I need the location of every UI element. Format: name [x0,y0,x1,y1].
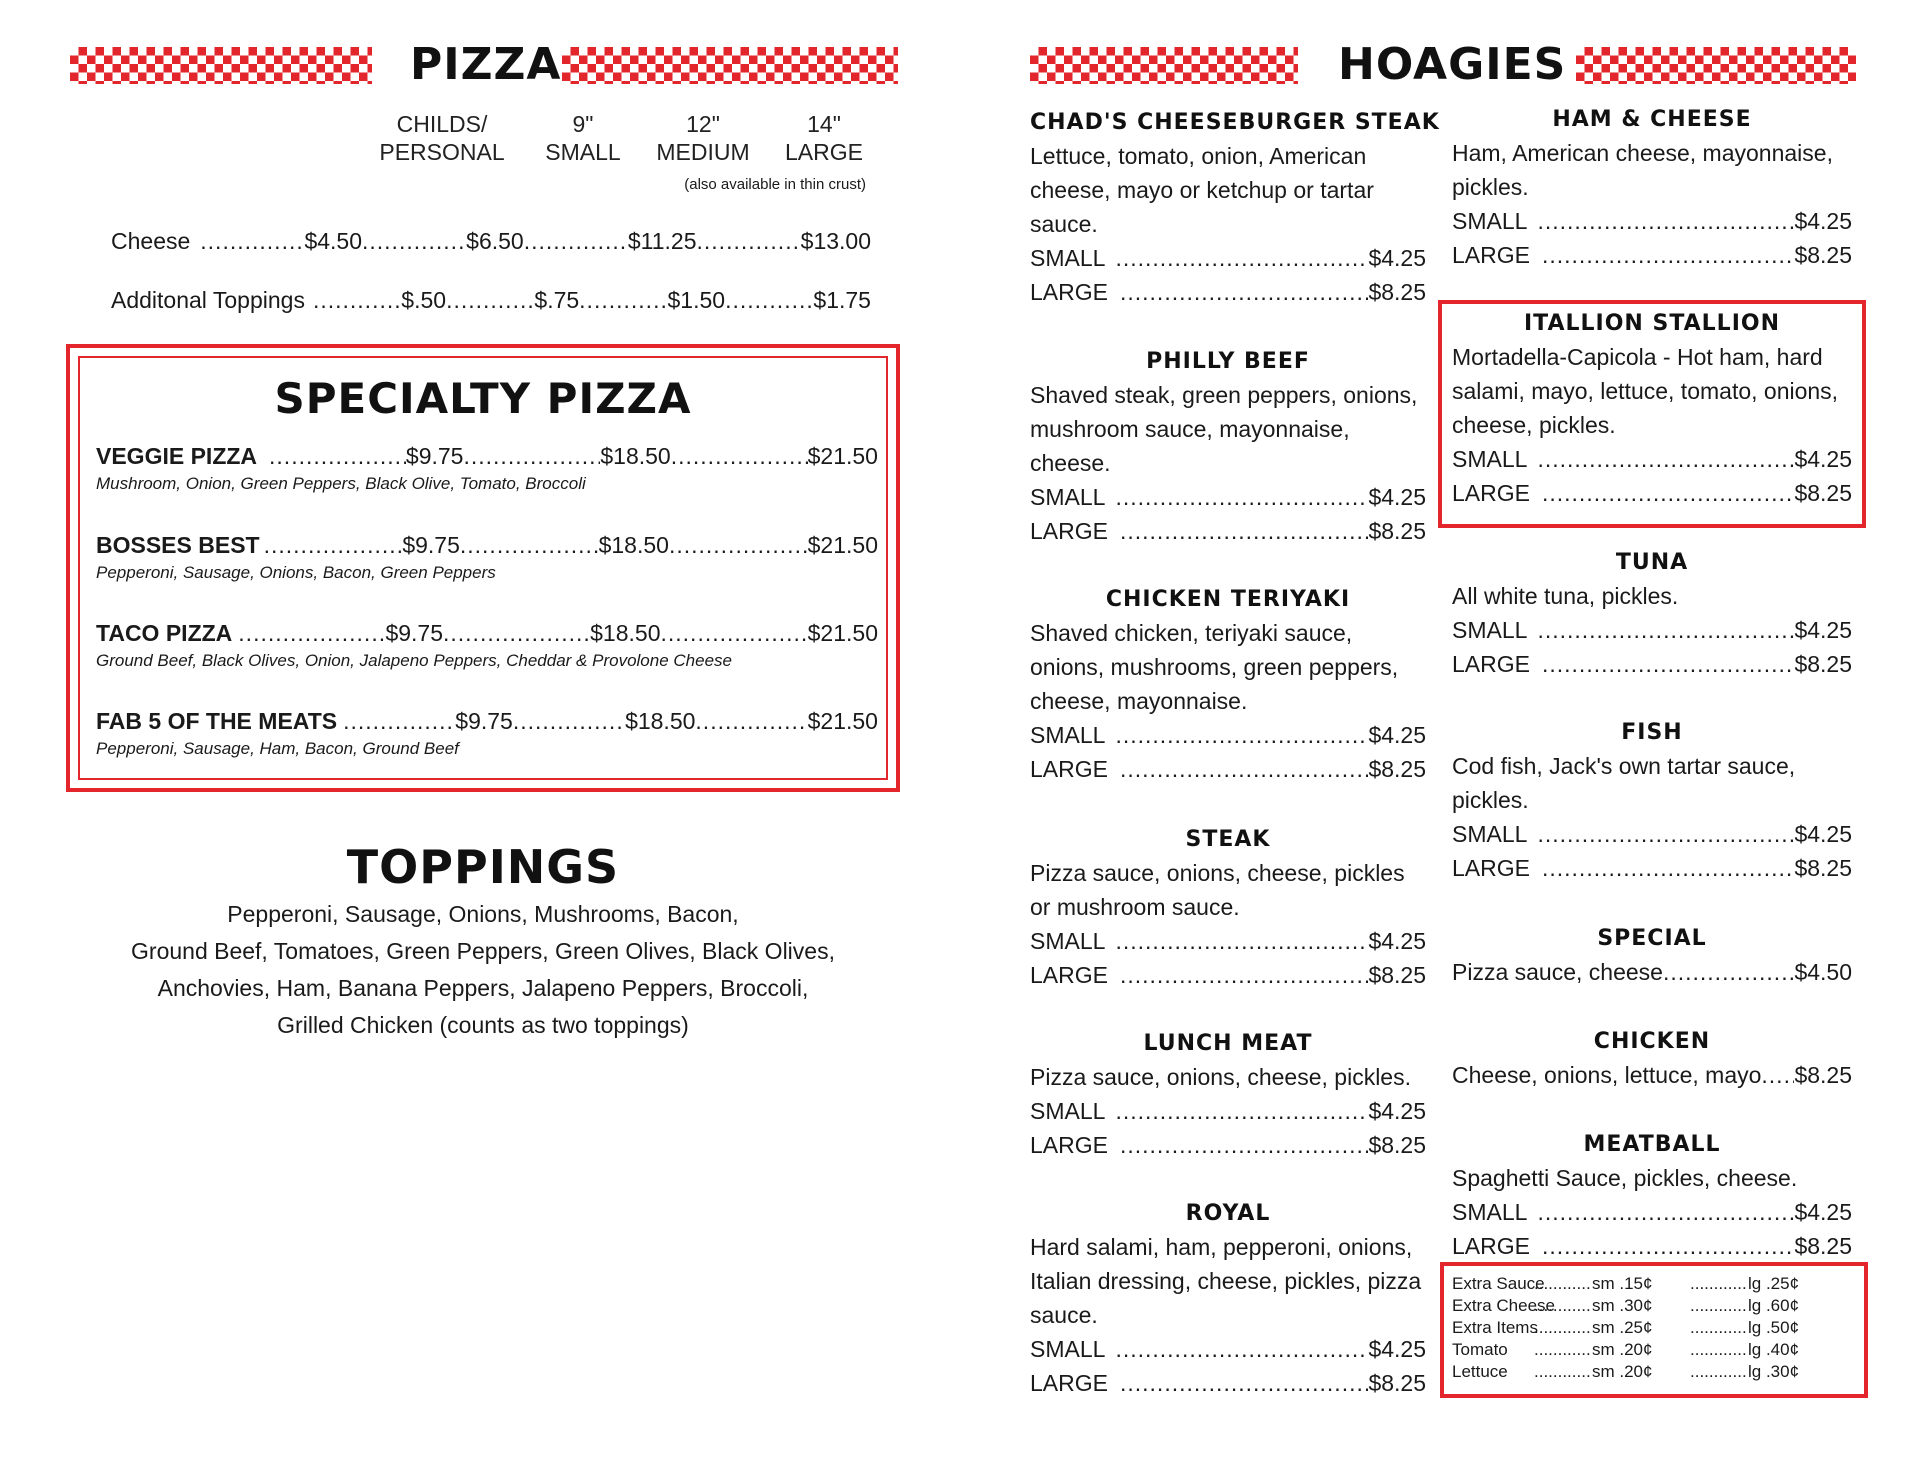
extras-list [1452,1273,1862,1383]
extras-row: Tomato ..... sm .20¢ ..... lg .40¢ [1452,1339,1862,1361]
hoagie-item: ROYAL Hard salami, ham, pepperoni, onions, Italian dressing, cheese, pickles, pizza sauce. SMALL ..... $4.25 LARGE ..... $8.25 [1030,1198,1426,1400]
hoagie-item: MEATBALL Spaghetti Sauce, pickles, cheese. SMALL ..... $4.25 LARGE ..... $8.25 [1452,1129,1852,1263]
extras-row: Extra Sauce ..... sm .15¢ ..... lg .25¢ [1452,1273,1862,1295]
pizza-title: PIZZA [410,39,562,90]
checker-pattern-right [1576,47,1856,84]
extras-row: Lettuce ..... sm .20¢ ..... lg .30¢ [1452,1361,1862,1383]
hoagie-item: FISH Cod fish, Jack's own tartar sauce, pickles. SMALL ..... $4.25 LARGE ..... $8.25 [1452,717,1852,885]
hoagie-item: CHICKEN TERIYAKI Shaved chicken, teriyaki sauce, onions, mushrooms, green peppers, cheese, mayonnaise. SMALL ..... $4.25 LARGE ..... $8.25 [1030,584,1426,786]
specialty-title: SPECIALTY PIZZA [274,374,692,423]
hoagies-title: HOAGIES [1338,39,1567,90]
checker-pattern-right [562,47,898,84]
hoagie-item: SPECIAL Pizza sauce, cheese ..... $4.50 [1452,923,1852,989]
specialty-item: BOSSES BEST ..... $9.75 ..... $18.50 ..... $21.50 Pepperoni, Sausage, Onions, Bacon, Green Peppers [96,531,878,585]
specialty-item: FAB 5 OF THE MEATS ..... $9.75 ..... $18.50 ..... $21.50 Pepperoni, Sausage, Ham, Bacon, Ground Beef [96,707,878,761]
hoagie-item: TUNA All white tuna, pickles. SMALL ..... $4.25 LARGE ..... $8.25 [1452,547,1852,681]
specialty-item: TACO PIZZA ..... $9.75 ..... $18.50 ..... $21.50 Ground Beef, Black Olives, Onion, Jalapeno Peppers, Cheddar & Provolone Cheese [96,619,878,673]
pizza-row-cheese: Cheese ..... $4.50 ..... $6.50 ..... $11.25 ..... $13.00 [111,227,871,255]
hoagie-item: CHAD'S CHEESEBURGER STEAK Lettuce, tomato, onion, American cheese, mayo or ketchup or tartar sauce. SMALL ..... $4.25 LARGE ..... $8.25 [1030,107,1426,309]
column-header-large: 14" LARGE [785,111,863,165]
toppings-list: Pepperoni, Sausage, Onions, Mushrooms, Bacon, Ground Beef, Tomatoes, Green Peppers, Green Olives, Black Olives, Anchovies, Ham, Banana Peppers, Jalapeno Peppers, Broccoli, Grilled Chicken (counts as two toppings) [131,901,835,1038]
column-header-small: 9" SMALL [545,111,621,165]
pizza-row-toppings: Additonal Toppings ..... $.50 ..... $.75 ..... $1.50 ..... $1.75 [111,286,871,314]
specialty-inner-border [78,356,888,780]
extras-row: Extra Cheese ..... sm .30¢ ..... lg .60¢ [1452,1295,1862,1317]
column-header-medium: 12" MEDIUM [656,111,750,165]
extras-row: Extra Items ..... sm .25¢ ..... lg .50¢ [1452,1317,1862,1339]
checker-pattern-left [1030,47,1298,84]
hoagie-item: ITALLION STALLION Mortadella-Capicola - Hot ham, hard salami, mayo, lettuce, tomato, onions, cheese, pickles. SMALL ..... $4.25 LARGE ..... $8.25 [1452,308,1852,510]
toppings-title: TOPPINGS [346,840,620,894]
hoagie-item: STEAK Pizza sauce, onions, cheese, pickles or mushroom sauce. SMALL ..... $4.25 LARGE ..... $8.25 [1030,824,1426,992]
hoagie-item: HAM & CHEESE Ham, American cheese, mayonnaise, pickles. SMALL ..... $4.25 LARGE ..... $8.25 [1452,104,1852,272]
column-header-childs: CHILDS/ PERSONAL [379,111,505,165]
specialty-item: VEGGIE PIZZA ..... $9.75 ..... $18.50 ..... $21.50 Mushroom, Onion, Green Peppers, Black Olive, Tomato, Broccoli [96,442,878,496]
thin-crust-note: (also available in thin crust) [684,176,866,193]
hoagie-item: PHILLY BEEF Shaved steak, green peppers, onions, mushroom sauce, mayonnaise, cheese. SMALL ..... $4.25 LARGE ..... $8.25 [1030,346,1426,548]
checker-pattern-left [70,47,372,84]
hoagie-item: CHICKEN Cheese, onions, lettuce, mayo ..... $8.25 [1452,1026,1852,1092]
specialty-pizza-box [66,344,900,792]
hoagie-item: LUNCH MEAT Pizza sauce, onions, cheese, pickles. SMALL ..... $4.25 LARGE ..... $8.25 [1030,1028,1426,1162]
